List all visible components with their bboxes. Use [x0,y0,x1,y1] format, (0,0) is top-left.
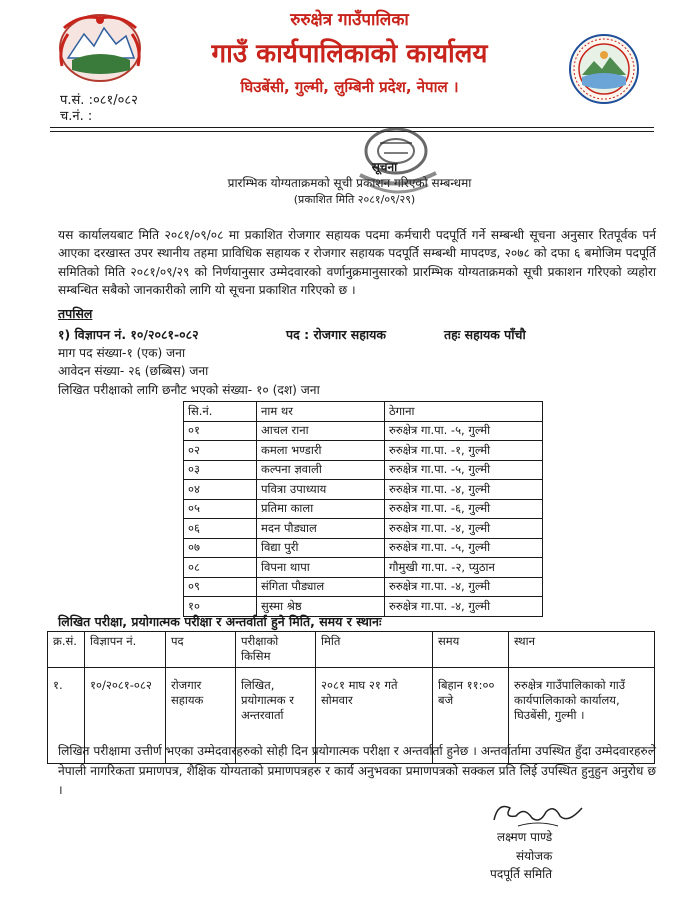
table-row [184,480,543,500]
serial-cell: १० [184,597,257,617]
table-row [184,499,543,519]
column-header: स्थान [509,632,655,668]
serial-cell: ०३ [184,460,257,480]
notice-label: सूचना [371,160,398,174]
notice-footer-paragraph: लिखित परीक्षामा उत्तीर्ण भएका उम्मेदवारहरुको सोही दिन प्रयोगात्मक परीक्षा र अन्तर्वार्ता हुनेछ । अन्तर्वार्तामा उपस्थित हुँदा उम्मेदवारहरुले नेपाली नागरिकता प्रमाणपत्र, शैक्षिक योग्यताको प्रमाणपत्रहरु र कार्य अनुभवका प्रमाणपत्रको सक्कल प्रति लिई उपस्थित हुनुहुन अनुरोध छ । [58,744,656,797]
name-cell: आचल राना [257,421,385,441]
address-cell: रुरुक्षेत्र गा.पा. -१, गुल्मी [385,441,543,461]
name-cell: सुस्मा श्रेष्ठ [257,597,385,617]
name-cell: पवित्रा उपाध्याय [257,480,385,500]
name-cell: विद्या पुरी [257,538,385,558]
venue-cell: रुरुक्षेत्र गाउँपालिकाको गाउँ कार्यपालिकाको कार्यालय, घिउबेंसी, गुल्मी । [509,668,655,764]
application-count: आवेदन संख्या- २६ (छब्बिस) जना [58,364,209,378]
serial-cell: ०६ [184,519,257,539]
address-cell: रुरुक्षेत्र गा.पा. -४, गुल्मी [385,519,543,539]
serial-cell: ०५ [184,499,257,519]
vacancy-number: १) विज्ञापन नं. १०/२०८१-०८२ [58,327,199,342]
name-cell: कल्पना ज्ञवाली [257,460,385,480]
name-cell: प्रतिमा काला [257,499,385,519]
serial-cell: १. [48,668,85,764]
serial-cell: ०९ [184,577,257,597]
name-cell: संगिता पौड्याल [257,577,385,597]
table-row [184,538,543,558]
candidate-table [183,401,543,617]
vacancy-post: पद : रोजगार सहायक [286,327,386,342]
exam-type-cell: लिखित, प्रयोगात्मक र अन्तरवार्ता [236,668,316,764]
column-header: ठेगाना [385,402,543,422]
table-row [184,441,543,461]
table-row [184,577,543,597]
serial-cell: ०७ [184,538,257,558]
table-row [184,421,543,441]
column-header: समय [433,632,509,668]
publish-date: (प्रकाशित मिति २०८१/०९/२९) [293,193,416,206]
letter-reference-number: प.सं. :०८१/०८२ [60,93,138,108]
address-cell: रुरुक्षेत्र गा.पा. -४, गुल्मी [385,597,543,617]
table-header-row [48,632,655,668]
details-heading: तपसिल [58,306,93,321]
table-row [184,558,543,578]
column-header: क्र.सं. [48,632,85,668]
column-header: विज्ञापन नं. [85,632,166,668]
office-name: गाउँ कार्यपालिकाको कार्यालय [211,39,488,69]
notice-subject: प्रारम्भिक योग्यताक्रमको सूची प्रकाशन गरिएको सम्बन्धमा [227,176,472,190]
signatory-role: संयोजक [516,849,553,863]
table-row [184,519,543,539]
address-cell: रुरुक्षेत्र गा.पा. -४, गुल्मी [385,577,543,597]
schedule-heading: लिखित परीक्षा, प्रयोगात्मक परीक्षा र अन्तर्वार्ता हुने मिति, समय र स्थानः [58,614,382,629]
column-header: मिति [316,632,433,668]
notice-body-paragraph: यस कार्यालयबाट मिति २०८१/०९/०८ मा प्रकाशित रोजगार सहायक पदमा कर्मचारी पदपूर्ति गर्ने सम्बन्धी सूचना अनुसार रितपूर्वक पर्न आएका दरखास्त उपर स्थानीय तहमा प्राविधिक सहायक र रोजगार सहायक पदपूर्ति सम्बन्धी मापदण्ड, २०७८ को दफा ६ बमोजिम पदपूर्ति समितिको मिति २०८१/०९/२९ को निर्णयानुसार उम्मेदवारको वर्णानुक्रमानुसारको प्रारम्भिक योग्यताक्रमको सूची प्रकाशन गरिएको व्यहोरा सम्बन्धित सबैको जानकारीको लागि यो सूचना प्रकाशित गरिएको छ । [58,228,656,298]
office-stamp [340,113,452,203]
address-cell: रुरुक्षेत्र गा.पा. -५, गुल्मी [385,421,543,441]
signatory-name: लक्ष्मण पाण्डे [497,830,553,844]
name-cell: कमला भण्डारी [257,441,385,461]
name-cell: मदन पौड्याल [257,519,385,539]
date-cell: २०८१ माघ २१ गते सोमवार [316,668,433,764]
post-cell: रोजगार सहायक [166,668,236,764]
municipality-name: रुरुक्षेत्र गाउँपालिका [290,10,409,30]
column-header: सि.नं. [184,402,257,422]
address-cell: रुरुक्षेत्र गा.पा. -४, गुल्मी [385,480,543,500]
office-address: घिउबेंसी, गुल्मी, लुम्बिनी प्रदेश, नेपाल । [240,78,459,96]
name-cell: विपना थापा [257,558,385,578]
column-header: परीक्षाको किसिम [236,632,316,668]
column-header: नाम थर [257,402,385,422]
demanded-posts: माग पद संख्या-१ (एक) जना [58,346,186,360]
address-cell: गौमुखी गा.पा. -२, प्युठान [385,558,543,578]
serial-cell: ०२ [184,441,257,461]
address-cell: रुरुक्षेत्र गा.पा. -५, गुल्मी [385,460,543,480]
table-header-row [184,402,543,422]
serial-cell: ०१ [184,421,257,441]
time-cell: बिहान ११:०० बजे [433,668,509,764]
serial-cell: ०४ [184,480,257,500]
shortlisted-count: लिखित परीक्षाको लागि छनौट भएको संख्या- १० (दश) जना [58,383,320,397]
vacancy-level: तहः सहायक पाँचौ [444,327,526,342]
table-row [184,460,543,480]
signatory-committee: पदपूर्ति समिति [490,867,553,881]
address-cell: रुरुक्षेत्र गा.पा. -६, गुल्मी [385,499,543,519]
dispatch-number: च.नं. : [60,109,93,124]
column-header: पद [166,632,236,668]
vacancy-number-cell: १०/२०८१-०८२ [85,668,166,764]
address-cell: रुरुक्षेत्र गा.पा. -५, गुल्मी [385,538,543,558]
serial-cell: ०८ [184,558,257,578]
